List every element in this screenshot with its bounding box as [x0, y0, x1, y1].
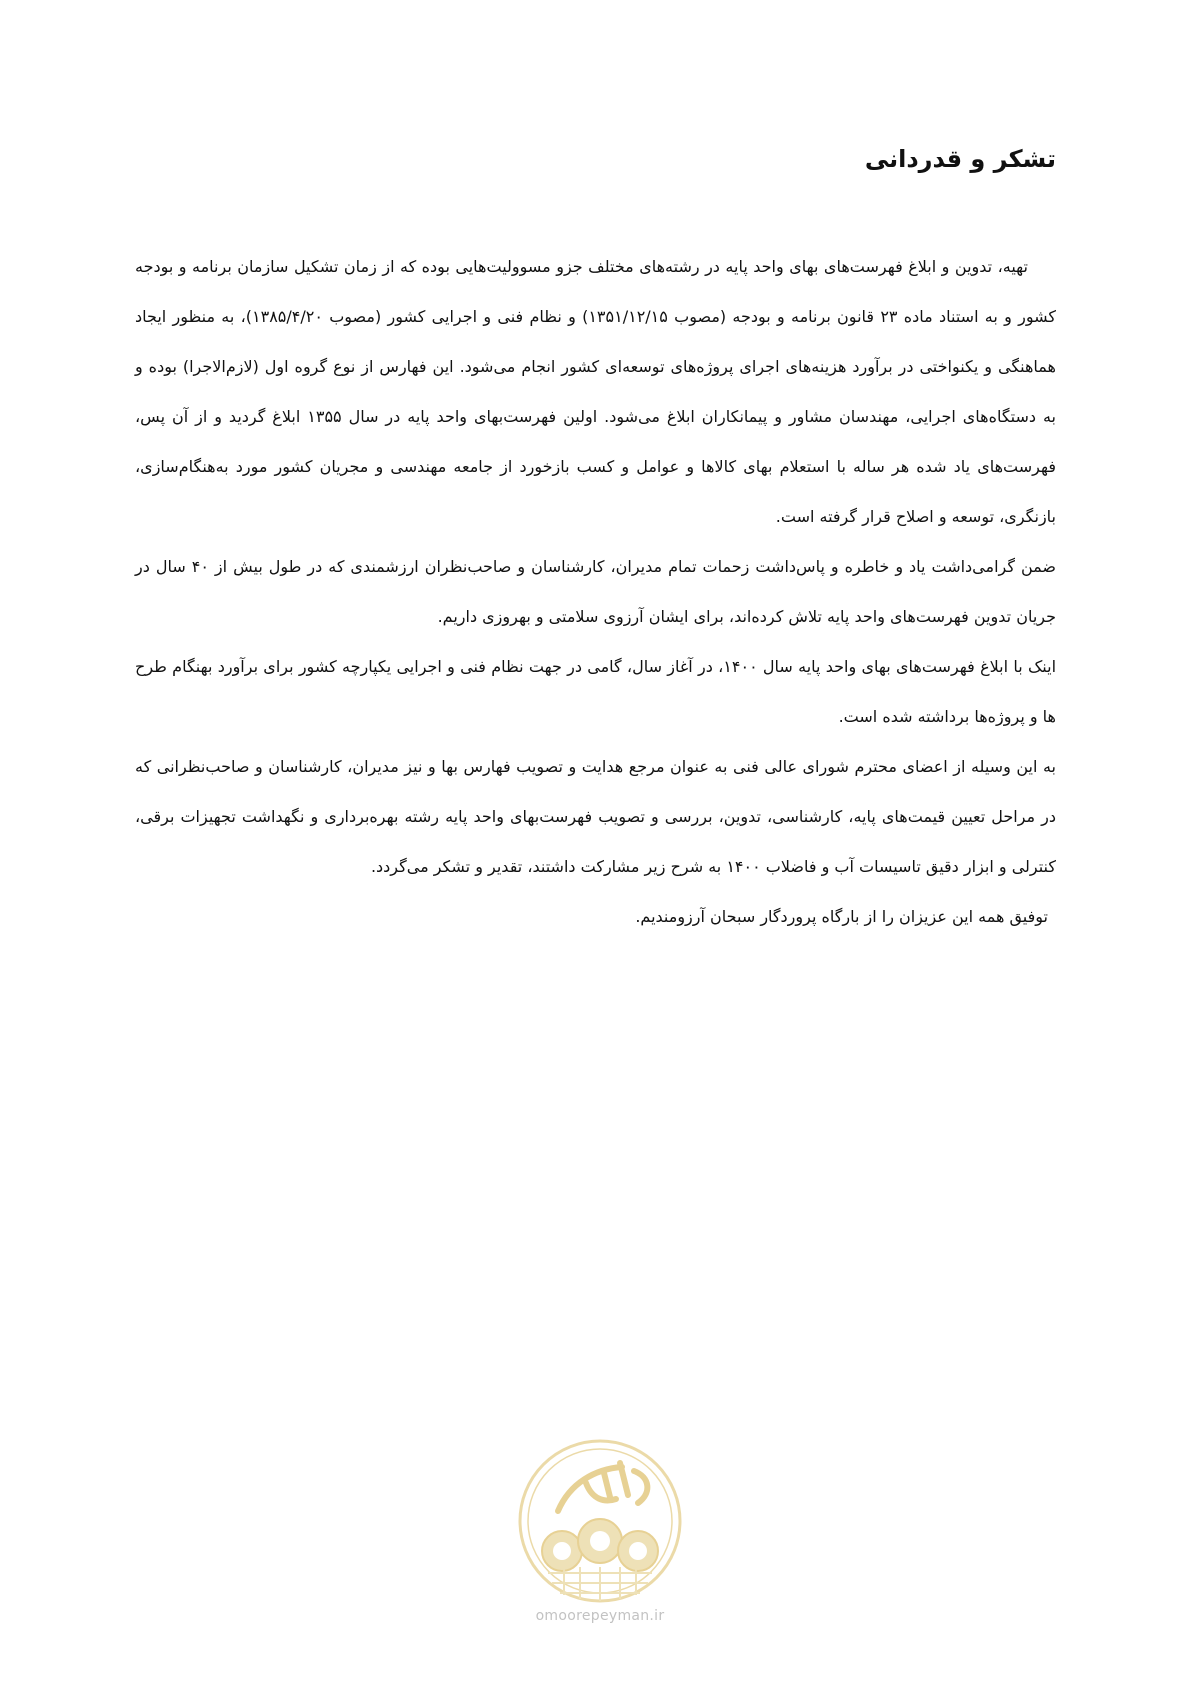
paragraph-closing: توفیق همه این عزیزان را از بارگاه پروردگار سبحان آرزومندیم.: [635, 907, 1048, 926]
watermark: [500, 1433, 700, 1643]
paragraph-commemoration: ضمن گرامی‌داشت یاد و خاطره و پاس‌داشت زحمات تمام مدیران، کارشناسان و صاحب‌نظران ارزشمندی که در طول بیش از ۴۰ سال در جریان تدوین فهرست‌های واحد پایه تلاش کرده‌اند، برای ایشان آرزوی سلامتی و بهروزی داریم.: [135, 557, 1056, 626]
paragraph-announcement: اینک با ابلاغ فهرست‌های بهای واحد پایه سال ۱۴۰۰، در آغاز سال، گامی در جهت نظام فنی و اجرایی یکپارچه کشور برای برآورد بهنگام طرح ها و پروژه‌ها برداشته شده است.: [135, 657, 1057, 726]
page-title: تشکر و قدردانی: [864, 145, 1056, 173]
document-body: [135, 242, 1056, 942]
watermark-url: omoorepeyman.ir: [535, 1608, 665, 1624]
omoorepeyman-logo-icon: [500, 1433, 700, 1608]
paragraph-acknowledgement: به این وسیله از اعضای محترم شورای عالی فنی به عنوان مرجع هدایت و تصویب فهارس بها و نیز مدیران، کارشناسان و صاحب‌نظرانی که در مراحل تعیین قیمت‌های پایه، کارشناسی، تدوین، بررسی و تصویب فهرست‌بهای واحد پایه رشته بهره‌برداری و نگهداشت تجهیزات برقی، کنترلی و ابزار دقیق تاسیسات آب و فاضلاب ۱۴۰۰ به شرح زیر مشارکت داشتند، تقدیر و تشکر می‌گردد.: [135, 757, 1056, 876]
paragraph-intro: تهیه، تدوین و ابلاغ فهرست‌های بهای واحد پایه در رشته‌های مختلف جزو مسوولیت‌هایی بوده که از زمان تشکیل سازمان برنامه و بودجه کشور و به استناد ماده ۲۳ قانون برنامه و بودجه (مصوب ۱۳۵۱/۱۲/۱۵) و نظام فنی و اجرایی کشور (مصوب ۱۳۸۵/۴/۲۰)، به منظور ایجاد هماهنگی و یکنواختی در برآورد هزینه‌های اجرای پروژه‌های توسعه‌ای کشور انجام می‌شود. این فهارس از نوع گروه اول (لازم‌الاجرا) بوده و به دستگاه‌های اجرایی، مهندسان مشاور و پیمانکاران ابلاغ می‌شود. اولین فهرست‌بهای واحد پایه در سال ۱۳۵۵ ابلاغ گردید و از آن پس، فهرست‌های یاد شده هر ساله با استعلام بهای کالاها و عوامل و کسب بازخورد از جامعه مهندسی و مجریان کشور مورد به‌هنگام‌سازی، بازنگری، توسعه و اصلاح قرار گرفته است.: [135, 257, 1057, 526]
